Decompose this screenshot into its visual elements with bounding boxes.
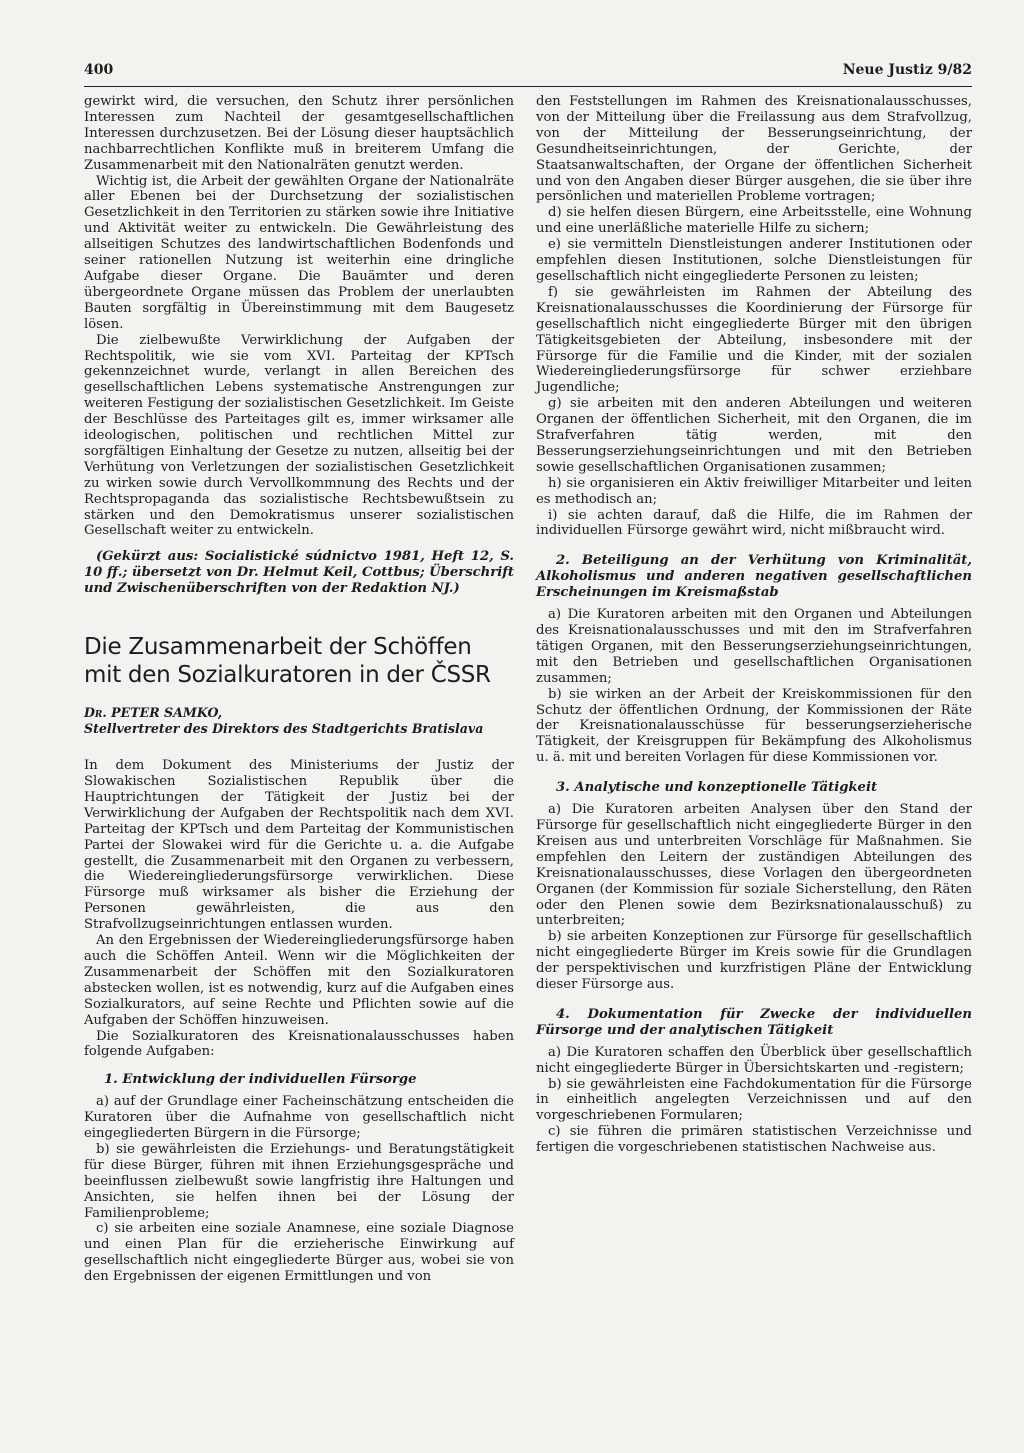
list-item: a) Die Kuratoren schaffen den Überblick über gesellschaftlich nicht eingegliederte Bürger in Übersichtskarten und -registern; (536, 1044, 972, 1076)
author-role: Stellvertreter des Direktors des Stadtgerichts Bratislava (84, 720, 484, 736)
list-item: a) Die Kuratoren arbeiten Analysen über den Stand der Fürsorge für gesellschaftlich nicht eingegliederte Bürger in den Kreisen aus und unterbreiten Vorschläge für Maßnahmen. Sie empfehlen den Leitern der zuständigen Abteilungen des Kreisnationalausschusses, diese Vorlagen den übergeordneten Organen (der Kommission für soziale Sicherstellung, den Räten oder den Plenen sowie dem Bezirksnationalausschuß) zu unterbreiten; (536, 802, 972, 929)
right-column (536, 94, 972, 1156)
paragraph: In dem Dokument des Ministeriums der Justiz der Slowakischen Sozialistischen Republik über die Hauptrichtungen der Tätigkeit der Justiz bei der Verwirklichung der Aufgaben der Rechtspolitik nach dem XVI. Parteitag der KPTsch und dem Parteitag der Kommunistischen Partei der Slowakei wird für die Gerichte u. a. die Aufgabe gestellt, die Zusammenarbeit mit den Organen zu verbessern, die Wiedereingliederungsfürsorge verwirklichen. Diese Fürsorge muß wirksamer als bisher die Erziehung der Personen gewährleisten, die aus den Strafvollzugseinrichtungen entlassen wurden. (84, 758, 514, 933)
paragraph: An den Ergebnissen der Wiedereingliederungsfürsorge haben auch die Schöffen Anteil. Wenn wir die Möglichkeiten der Zusammenarbeit der Schöffen mit den Sozialkuratoren abstecken wollen, ist es notwendig, kurz auf die Aufgaben eines Sozialkurators, auf seine Rechte und Pflichten sowie auf die Aufgaben der Schöffen hinzuweisen. (84, 933, 514, 1028)
paragraph: den Feststellungen im Rahmen des Kreisnationalausschusses, von der Mitteilung über die Freilassung aus dem Strafvollzug, von der Mitteilung der Besserungseinrichtung, der Gesundheitseinrichtungen, der Gerichte, der Staatsanwaltschaften, der Organe der öffentlichen Sicherheit und von den Angaben dieser Bürger ausgehen, die sie über ihre persönlichen und materiellen Probleme vortragen; (536, 94, 972, 205)
list-item: b) sie wirken an der Arbeit der Kreiskommissionen für den Schutz der öffentlichen Ordnung, der Kommissionen der Räte der Kreisnationalausschüsse für besserungserzieherische Tätigkeit, der Kreisgruppen für Bekämpfung des Alkoholismus u. ä. mit und bereiten Vorlagen für diese Kommissionen vor. (536, 686, 972, 766)
list-item: c) sie arbeiten eine soziale Anamnese, eine soziale Diagnose und einen Plan für die erzieherische Einwirkung auf gesellschaftlich nicht eingegliederte Bürger aus, wobei sie von den Ergebnissen der eigenen Ermittlungen und von (84, 1221, 514, 1285)
list-item: b) sie gewährleisten die Erziehungs- und Beratungstätigkeit für diese Bürger, führen mit ihnen Erziehungsgespräche und beeinflussen zielbewußt sowie langfristig ihre Haltungen und Ansichten, sie helfen ihnen bei der Lösung der Familienprobleme; (84, 1141, 514, 1221)
page-number: 400 (84, 62, 114, 78)
section-heading: 2. Beteiligung an der Verhütung von Kriminalität, Alkoholismus und anderen negativen gesellschaftlichen Erscheinungen im Kreismaßstab (536, 553, 972, 601)
list-item: b) sie gewährleisten eine Fachdokumentation für die Fürsorge in einheitlich angelegten Verzeichnissen und auf den vorgeschriebenen Formularen; (536, 1076, 972, 1124)
author-block (84, 705, 514, 736)
list-item: b) sie arbeiten Konzeptionen zur Fürsorge für gesellschaftlich nicht eingegliederte Bürger im Kreis sowie für die Grundlagen der perspektivischen und kurzfristigen Pläne der Entwicklung dieser Fürsorge aus. (536, 929, 972, 993)
paragraph: gewirkt wird, die versuchen, den Schutz ihrer persönlichen Interessen zum Nachteil der gesamtgesellschaftlichen Interessen durchzusetzen. Bei der Lösung dieser hauptsächlich nachbarrechtlichen Konflikte muß in breiterem Umfang die Zusammenarbeit mit den Nationalräten genutzt werden. (84, 94, 514, 173)
list-item: g) sie arbeiten mit den anderen Abteilungen und weiteren Organen der öffentlichen Sicherheit, mit den Organen, die im Strafverfahren tätig werden, mit den Besserungserziehungseinrichtungen und mit den Betrieben sowie gesellschaftlichen Organisationen zusammen; (536, 396, 972, 475)
list-item: a) Die Kuratoren arbeiten mit den Organen und Abteilungen des Kreisnationalausschusses und mit den im Strafverfahren tätigen Organen, mit den Besserungserziehungseinrichtungen, mit den Betrieben und gesellschaftlichen Organisationen zusammen; (536, 607, 972, 686)
header-rule (84, 86, 972, 87)
paragraph: Die zielbewußte Verwirklichung der Aufgaben der Rechtspolitik, wie sie vom XVI. Parteitag der KPTsch gekennzeichnet wurde, verlangt in allen Bereichen des gesellschaftlichen Lebens systematische Anstrengungen zur weiteren Festigung der sozialistischen Gesetzlichkeit. Im Geiste der Beschlüsse des Parteitages gilt es, immer wirksamer alle ideologischen, politischen und rechtlichen Mittel zur sorgfältigen Einhaltung der Gesetze zu nutzen, allseitig bei der Verhütung von Verletzungen der sozialistischen Gesetzlichkeit zu wirken sowie durch Vervollkommnung des Rechts und der Rechtspropaganda das sozialistische Rechtsbewußtsein zu stärken und den Demokratismus unserer sozialistischen Gesellschaft weiter zu entwickeln. (84, 332, 514, 539)
paragraph: Die Sozialkuratoren des Kreisnationalausschusses haben folgende Aufgaben: (84, 1028, 514, 1060)
article-title-line: mit den Sozialkuratoren in der ČSSR (84, 662, 491, 689)
list-item: h) sie organisieren ein Aktiv freiwilliger Mitarbeiter und leiten es methodisch an; (536, 475, 972, 507)
list-item: e) sie vermitteln Dienstleistungen anderer Institutionen oder empfehlen diesen Institutionen, solche Dienstleistungen für gesellschaftlich nicht eingegliederte Personen zu leisten; (536, 237, 972, 284)
list-item: c) sie führen die primären statistischen Verzeichnisse und fertigen die vorgeschriebenen statistischen Nachweise aus. (536, 1124, 972, 1156)
journal-issue: Neue Justiz 9/82 (842, 62, 972, 78)
article-title-line: Die Zusammenarbeit der Schöffen (84, 634, 472, 661)
section-heading: 3. Analytische und konzeptionelle Tätigkeit (556, 780, 878, 796)
list-item: d) sie helfen diesen Bürgern, eine Arbeitsstelle, eine Wohnung und eine unerläßliche materielle Hilfe zu sichern; (536, 205, 972, 237)
paragraph: Wichtig ist, die Arbeit der gewählten Organe der Nationalräte aller Ebenen bei der Durchsetzung der sozialistischen Gesetzlichkeit in den Territorien zu stärken sowie ihre Initiative und Aktivität weiter zu entwickeln. Die Gewährleistung des allseitigen Schutzes des landwirtschaftlichen Bodenfonds und seiner rationellen Nutzung ist weiterhin eine dringliche Aufgabe dieser Organe. Die Bauämter und deren übergeordnete Organe müssen das Problem der unerlaubten Bauten sorgfältig in Übereinstimmung mit dem Baugesetz lösen. (84, 173, 514, 332)
source-note: (Gekürzt aus: Socialistické súdnictvo 1981, Heft 12, S. 10 ff.; übersetzt von Dr. Helmut Keil, Cottbus; Überschrift und Zwischenüberschriften von der Redaktion NJ.) (84, 549, 514, 597)
list-item: i) sie achten darauf, daß die Hilfe, die im Rahmen der individuellen Fürsorge gewährt wird, nicht mißbraucht wird. (536, 507, 972, 539)
list-item: a) auf der Grundlage einer Facheinschätzung entscheiden die Kuratoren über die Aufnahme von gesellschaftlich nicht eingegliederten Bürgern in die Fürsorge; (84, 1094, 514, 1142)
section-heading: 4. Dokumentation für Zwecke der individuellen Fürsorge und der analytischen Tätigkeit (536, 1006, 972, 1038)
author-name: Dr. PETER SAMKO, (84, 705, 223, 721)
section-heading: 1. Entwicklung der individuellen Fürsorge (104, 1072, 417, 1088)
left-column (84, 94, 514, 1285)
list-item: f) sie gewährleisten im Rahmen der Abteilung des Kreisnationalausschusses die Koordinierung der Fürsorge für gesellschaftlich nicht eingegliederte Bürger mit den übrigen Tätigkeitsgebieten der Abteilung, insbesondere mit der Fürsorge für die Familie und die Kinder, mit der sozialen Wiedereingliederungsfürsorge für schwer erziehbare Jugendliche; (536, 284, 972, 396)
article-title (84, 633, 514, 689)
